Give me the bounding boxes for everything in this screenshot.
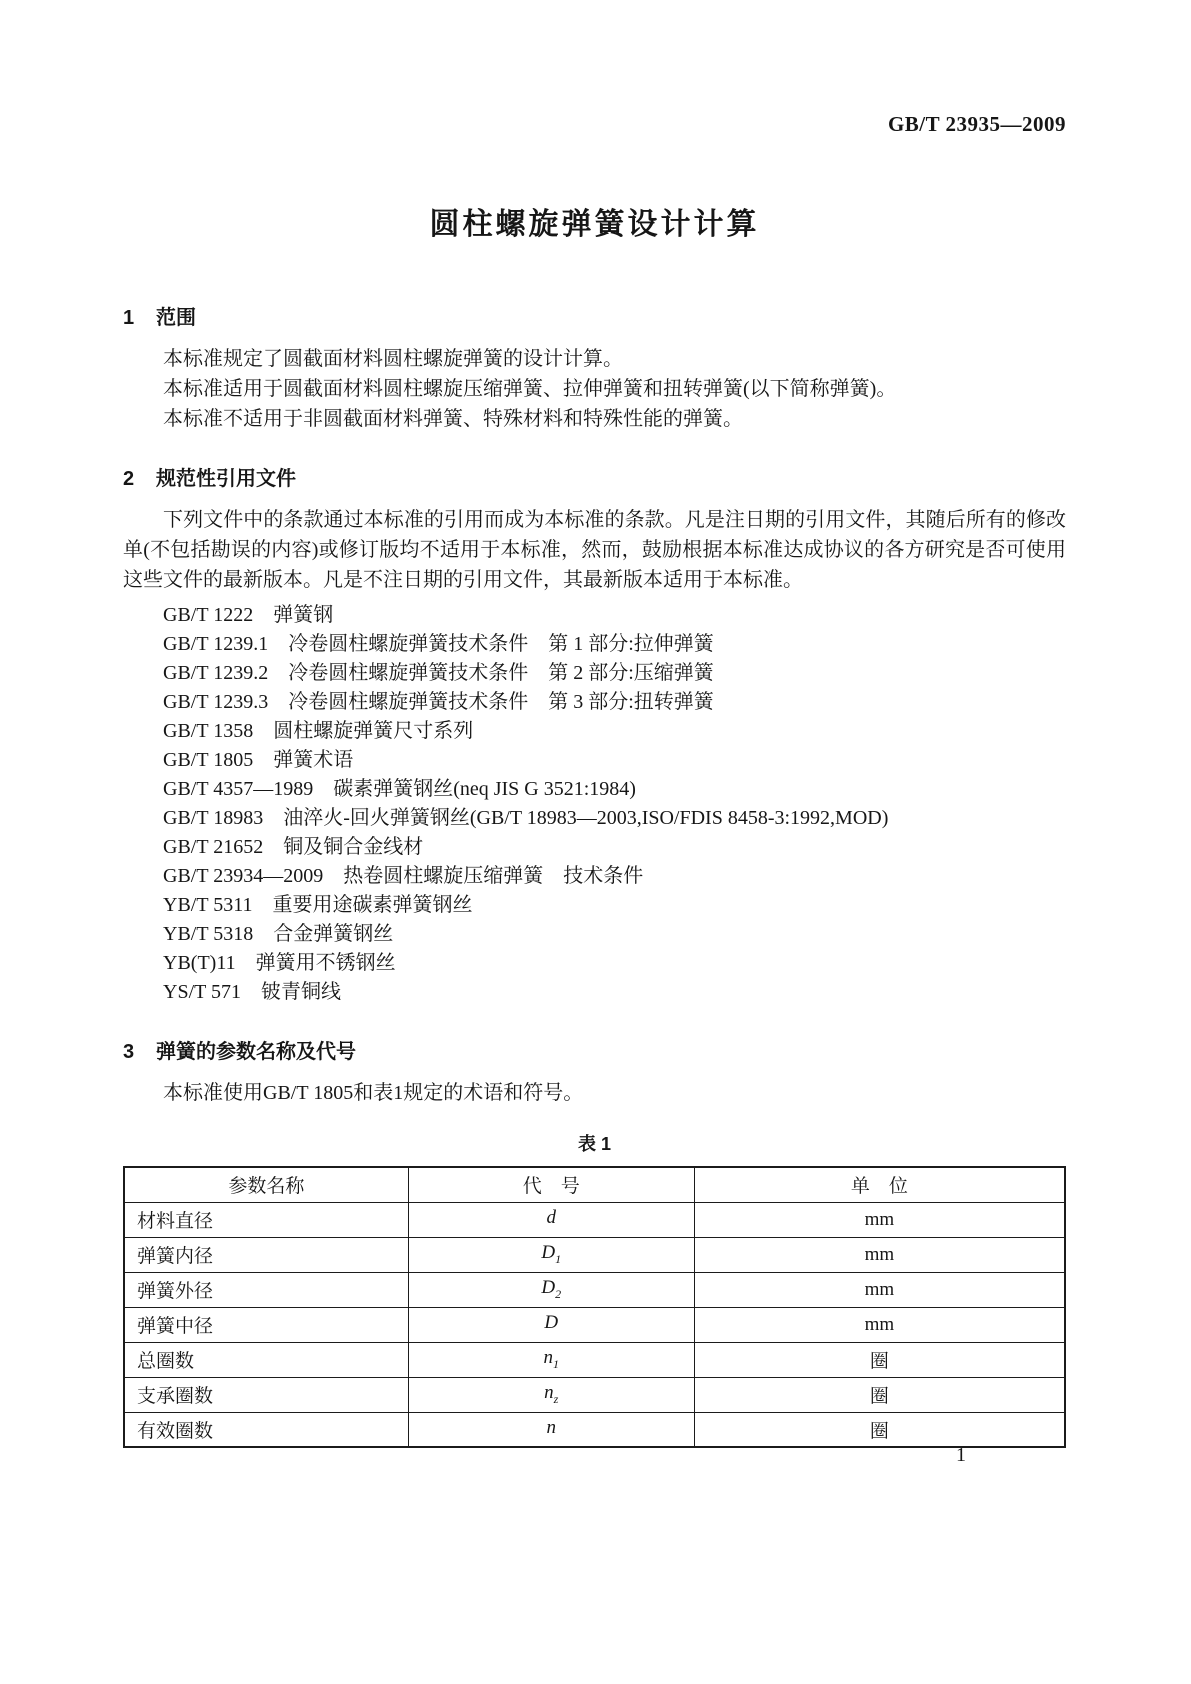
section-1-title: 范围 [156, 307, 196, 329]
page-number: 1 [956, 1444, 966, 1466]
doc-number: GB/T 23935—2009 [887, 112, 1066, 136]
section-3-heading [123, 1035, 1066, 1064]
page-title: 圆柱螺旋弹簧设计计算 [429, 208, 760, 241]
table-row [124, 1307, 1065, 1342]
reference-list [123, 601, 1066, 1007]
paragraph: 本标准规定了圆截面材料圆柱螺旋弹簧的设计计算。 [163, 348, 623, 370]
symbol-cell [408, 1377, 694, 1412]
reference-item: GB/T 4357—1989 碳素弹簧钢丝(neq JIS G 3521:1984) [163, 778, 636, 800]
paragraph: 本标准适用于圆截面材料圆柱螺旋压缩弹簧、拉伸弹簧和扭转弹簧(以下简称弹簧)。 [163, 378, 897, 400]
unit-cell: mm [694, 1202, 1065, 1237]
reference-item: GB/T 1239.3 冷卷圆柱螺旋弹簧技术条件 第 3 部分:扭转弹簧 [163, 691, 714, 713]
reference-item: GB/T 1239.2 冷卷圆柱螺旋弹簧技术条件 第 2 部分:压缩弹簧 [163, 662, 714, 684]
unit-cell: mm [694, 1307, 1065, 1342]
table-row [124, 1237, 1065, 1272]
symbol: d [546, 1207, 556, 1229]
reference-item: GB/T 23934—2009 热卷圆柱螺旋压缩弹簧 技术条件 [163, 865, 644, 887]
unit-cell: mm [694, 1237, 1065, 1272]
param-name-cell: 有效圈数 [124, 1412, 408, 1447]
symbol-cell [408, 1307, 694, 1342]
table-row [124, 1342, 1065, 1377]
reference-item: GB/T 21652 铜及铜合金线材 [163, 836, 424, 858]
section-1-number: 1 [123, 307, 135, 329]
symbol: n [546, 1416, 556, 1438]
table-row [124, 1202, 1065, 1237]
table-row [124, 1377, 1065, 1412]
unit-cell: 圈 [694, 1342, 1065, 1377]
symbol-subscript: z [553, 1391, 559, 1406]
reference-item: GB/T 1805 弹簧术语 [163, 749, 354, 771]
reference-item: YS/T 571 铍青铜线 [163, 981, 341, 1003]
table-caption: 表 1 [577, 1134, 611, 1154]
section-1-heading [123, 301, 1066, 330]
table-row [124, 1272, 1065, 1307]
symbol: D [541, 1242, 556, 1264]
param-name-cell: 支承圈数 [124, 1377, 408, 1412]
reference-item: YB(T)11 弹簧用不锈钢丝 [163, 952, 396, 974]
reference-item: GB/T 18983 油淬火-回火弹簧钢丝(GB/T 18983—2003,ISO/FDIS 8458-3:1992,MOD) [163, 807, 889, 829]
paragraph: 本标准不适用于非圆截面材料弹簧、特殊材料和特殊性能的弹簧。 [163, 408, 743, 430]
section-3-number: 3 [123, 1041, 135, 1063]
symbol-cell [408, 1202, 694, 1237]
symbol-cell [408, 1342, 694, 1377]
param-name-cell: 弹簧内径 [124, 1237, 408, 1272]
table-row [124, 1412, 1065, 1447]
section-2-body [123, 505, 1066, 1007]
symbol: n [543, 1347, 553, 1369]
unit-cell: 圈 [694, 1412, 1065, 1447]
symbol: D [544, 1312, 559, 1334]
param-name-cell: 材料直径 [124, 1202, 408, 1237]
header-symbol: 代 号 [408, 1167, 694, 1202]
table-header-row [124, 1167, 1065, 1202]
reference-item: GB/T 1239.1 冷卷圆柱螺旋弹簧技术条件 第 1 部分:拉伸弹簧 [163, 633, 714, 655]
section-2-number: 2 [123, 468, 135, 490]
symbol-subscript: 2 [555, 1286, 562, 1301]
section-2-title: 规范性引用文件 [156, 468, 296, 490]
symbol-cell [408, 1412, 694, 1447]
paragraph: 本标准使用GB/T 1805和表1规定的术语和符号。 [163, 1082, 584, 1104]
header-param-name: 参数名称 [124, 1167, 408, 1202]
section-3-title: 弹簧的参数名称及代号 [156, 1041, 356, 1063]
section-1-body [123, 344, 1066, 434]
header-unit: 单 位 [694, 1167, 1065, 1202]
section-2-heading [123, 462, 1066, 491]
reference-item: GB/T 1222 弹簧钢 [163, 604, 334, 626]
symbol: D [541, 1277, 556, 1299]
unit-cell: mm [694, 1272, 1065, 1307]
reference-item: YB/T 5311 重要用途碳素弹簧钢丝 [163, 894, 473, 916]
reference-item: YB/T 5318 合金弹簧钢丝 [163, 923, 394, 945]
param-name-cell: 总圈数 [124, 1342, 408, 1377]
parameter-table [123, 1166, 1066, 1448]
symbol: n [544, 1382, 554, 1404]
normative-intro-paragraph: 下列文件中的条款通过本标准的引用而成为本标准的条款。凡是注日期的引用文件，其随后所有的修改单(不包括勘误的内容)或修订版均不适用于本标准，然而，鼓励根据本标准达成协议的各方研究是否可使用这些文件的最新版本。凡是不注日期的引用文件，其最新版本适用于本标准。 [123, 509, 1066, 591]
symbol-cell [408, 1272, 694, 1307]
symbol-subscript: 1 [555, 1251, 562, 1266]
param-name-cell: 弹簧外径 [124, 1272, 408, 1307]
symbol-cell [408, 1237, 694, 1272]
symbol-subscript: 1 [552, 1356, 559, 1371]
param-name-cell: 弹簧中径 [124, 1307, 408, 1342]
reference-item: GB/T 1358 圆柱螺旋弹簧尺寸系列 [163, 720, 474, 742]
section-3-body [123, 1078, 1066, 1108]
unit-cell: 圈 [694, 1377, 1065, 1412]
